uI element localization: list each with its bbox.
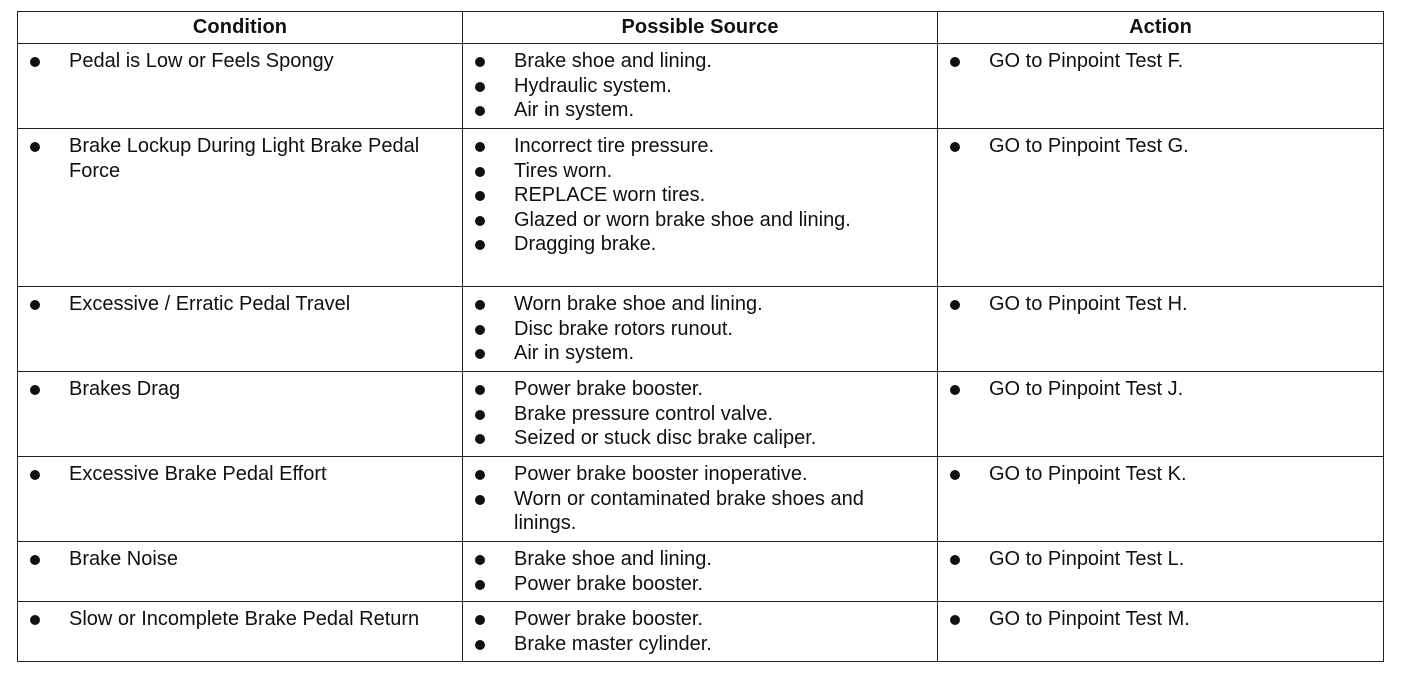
action-cell [938,44,1384,129]
condition-list [26,377,454,402]
possible-source-cell [463,542,938,602]
header-row [18,12,1384,44]
action-cell [938,129,1384,287]
source-item: Glazed or worn brake shoe and lining. [471,208,929,233]
action-list [946,134,1375,159]
table-row [18,542,1384,602]
possible-source-cell [463,287,938,372]
condition-cell [18,372,463,457]
action-text: GO to Pinpoint Test L. [946,547,1375,572]
diagnosis-table [17,11,1384,662]
condition-list [26,607,454,632]
action-list [946,292,1375,317]
source-list [471,134,929,257]
table-row [18,44,1384,129]
condition-text: Excessive Brake Pedal Effort [26,462,454,487]
action-text: GO to Pinpoint Test G. [946,134,1375,159]
source-list [471,377,929,451]
table-body [18,44,1384,662]
condition-cell [18,287,463,372]
source-item: Brake pressure control valve. [471,402,929,427]
condition-text: Slow or Incomplete Brake Pedal Return [26,607,454,632]
condition-text: Excessive / Erratic Pedal Travel [26,292,454,317]
source-item: Brake shoe and lining. [471,547,929,572]
condition-cell [18,129,463,287]
table-row [18,287,1384,372]
source-item: Air in system. [471,341,929,366]
action-cell [938,287,1384,372]
condition-list [26,49,454,74]
source-item: Incorrect tire pressure. [471,134,929,159]
header-possible-source: Possible Source [463,12,938,44]
action-list [946,547,1375,572]
possible-source-cell [463,44,938,129]
source-item: Dragging brake. [471,232,929,257]
action-cell [938,542,1384,602]
action-list [946,462,1375,487]
condition-text: Brakes Drag [26,377,454,402]
possible-source-cell [463,372,938,457]
source-item: Power brake booster. [471,607,929,632]
source-item: Tires worn. [471,159,929,184]
condition-text: Brake Noise [26,547,454,572]
possible-source-cell [463,129,938,287]
action-text: GO to Pinpoint Test M. [946,607,1375,632]
condition-text: Brake Lockup During Light Brake Pedal Force [26,134,454,183]
condition-cell [18,457,463,542]
source-list [471,462,929,536]
source-item: Disc brake rotors runout. [471,317,929,342]
header-condition: Condition [18,12,463,44]
condition-list [26,462,454,487]
condition-list [26,547,454,572]
header-action: Action [938,12,1384,44]
action-list [946,377,1375,402]
source-list [471,547,929,596]
table-row [18,129,1384,287]
action-cell [938,602,1384,662]
source-item: Worn brake shoe and lining. [471,292,929,317]
table-row [18,457,1384,542]
action-list [946,49,1375,74]
possible-source-cell [463,457,938,542]
source-item: Air in system. [471,98,929,123]
condition-list [26,134,454,183]
source-item: Brake shoe and lining. [471,49,929,74]
source-item: REPLACE worn tires. [471,183,929,208]
action-text: GO to Pinpoint Test J. [946,377,1375,402]
condition-cell [18,44,463,129]
action-list [946,607,1375,632]
source-list [471,607,929,656]
source-item: Power brake booster. [471,377,929,402]
action-cell [938,457,1384,542]
action-text: GO to Pinpoint Test H. [946,292,1375,317]
action-text: GO to Pinpoint Test K. [946,462,1375,487]
action-text: GO to Pinpoint Test F. [946,49,1375,74]
source-list [471,292,929,366]
source-item: Seized or stuck disc brake caliper. [471,426,929,451]
source-list [471,49,929,123]
condition-cell [18,542,463,602]
condition-cell [18,602,463,662]
table-row [18,372,1384,457]
source-item: Power brake booster. [471,572,929,597]
source-item: Hydraulic system. [471,74,929,99]
table-header [18,12,1384,44]
source-item: Worn or contaminated brake shoes and linings. [471,487,929,536]
source-item: Power brake booster inoperative. [471,462,929,487]
condition-text: Pedal is Low or Feels Spongy [26,49,454,74]
condition-list [26,292,454,317]
possible-source-cell [463,602,938,662]
table-row [18,602,1384,662]
action-cell [938,372,1384,457]
source-item: Brake master cylinder. [471,632,929,657]
